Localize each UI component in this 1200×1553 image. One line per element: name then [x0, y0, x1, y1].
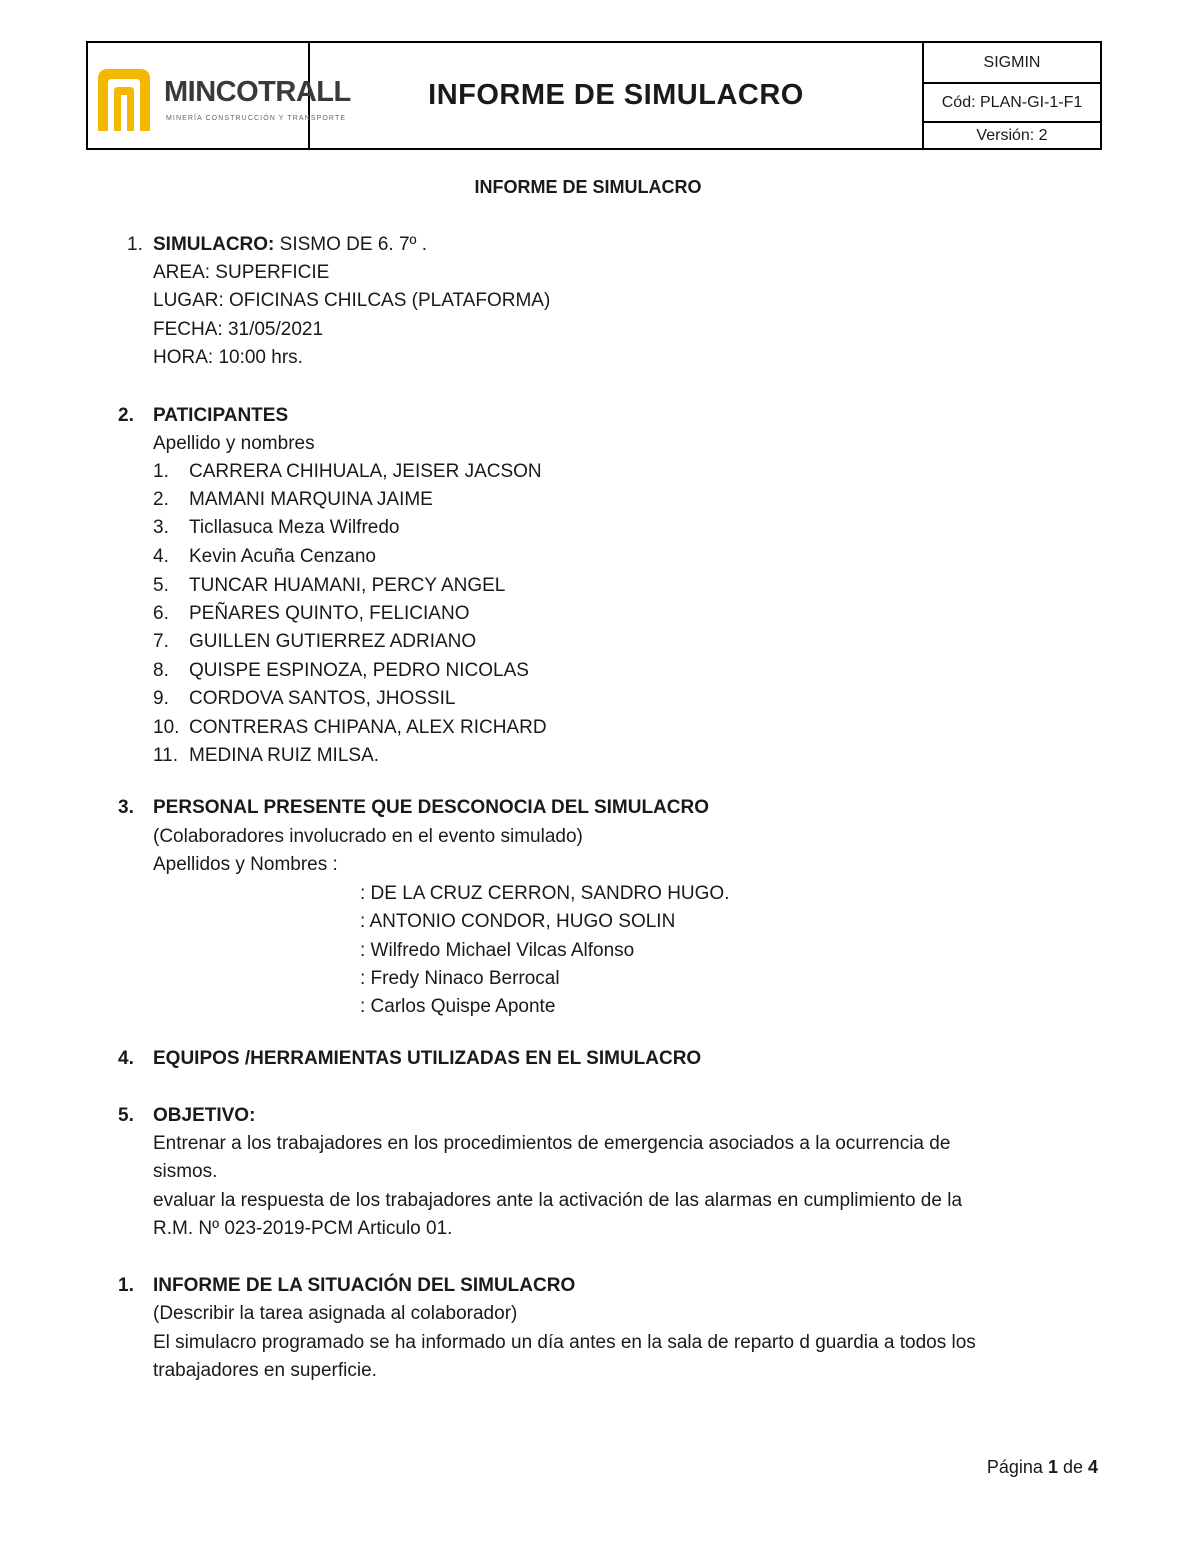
participant-number: 1.	[153, 461, 169, 482]
situation-line: trabajadores en superficie.	[153, 1360, 377, 1381]
participant-number: 10.	[153, 717, 180, 738]
logo-text: MINCOTRALL	[164, 76, 351, 108]
situation-line: El simulacro programado se ha informado un día antes en la sala de reparto d guardia a todos los	[153, 1332, 976, 1353]
page-total: 4	[1087, 1457, 1098, 1477]
section-4-title: EQUIPOS /HERRAMIENTAS UTILIZADAS EN EL SIMULACRO	[153, 1048, 702, 1069]
section-6-note: (Describir la tarea asignada al colaborador)	[153, 1303, 518, 1324]
page-label: Página	[986, 1457, 1048, 1477]
header-meta	[924, 43, 1100, 148]
participant-name: TUNCAR HUAMANI, PERCY ANGEL	[189, 575, 506, 596]
participant-number: 8.	[153, 660, 169, 681]
objective-line: evaluar la respuesta de los trabajadores ante la activación de las alarmas en cumplimiento de la	[153, 1190, 963, 1211]
participant-number: 6.	[153, 603, 169, 624]
participant-name: CONTRERAS CHIPANA, ALEX RICHARD	[189, 717, 547, 738]
section-6-title: INFORME DE LA SITUACIÓN DEL SIMULACRO	[153, 1275, 576, 1296]
section-3-title: PERSONAL PRESENTE QUE DESCONOCIA DEL SIMULACRO	[153, 797, 709, 818]
system-label: SIGMIN	[924, 43, 1100, 84]
present-person: : Wilfredo Michael Vilcas Alfonso	[360, 940, 635, 961]
page-footer	[987, 1457, 1098, 1478]
participant-name: Kevin Acuña Cenzano	[189, 546, 376, 567]
header-title: INFORME DE SIMULACRO	[310, 43, 924, 148]
section-5-number: 5.	[118, 1105, 134, 1126]
page-number: 1	[1047, 1457, 1058, 1477]
document-code: Cód: PLAN-GI-1-F1	[924, 84, 1100, 123]
participant-number: 11.	[153, 745, 179, 766]
logo-cell	[88, 43, 351, 148]
present-person: : DE LA CRUZ CERRON, SANDRO HUGO.	[360, 883, 730, 904]
participant-number: 2.	[153, 489, 169, 510]
area-line: AREA: SUPERFICIE	[153, 262, 330, 283]
hora-line: HORA: 10:00 hrs.	[153, 347, 303, 368]
section-3-number: 3.	[118, 797, 134, 818]
fecha-line: FECHA: 31/05/2021	[153, 319, 324, 340]
section-1-heading	[153, 233, 427, 257]
section-3-note: (Colaboradores involucrado en el evento simulado)	[153, 826, 583, 847]
participant-name: PEÑARES QUINTO, FELICIANO	[189, 603, 470, 624]
document-header	[86, 41, 1102, 150]
section-2-number: 2.	[118, 405, 134, 426]
present-person: : Fredy Ninaco Berrocal	[360, 968, 560, 989]
section-4-number: 4.	[118, 1048, 134, 1069]
participant-name: MAMANI MARQUINA JAIME	[189, 489, 433, 510]
participant-name: Ticllasuca Meza Wilfredo	[189, 517, 400, 538]
section-1-number: 1.	[127, 234, 143, 255]
objective-line: sismos.	[153, 1161, 218, 1182]
participant-name: GUILLEN GUTIERREZ ADRIANO	[189, 631, 477, 652]
section-5-title: OBJETIVO:	[153, 1105, 256, 1126]
participant-number: 7.	[153, 631, 169, 652]
lugar-line: LUGAR: OFICINAS CHILCAS (PLATAFORMA)	[153, 290, 551, 311]
section-1-label: SIMULACRO:	[153, 234, 275, 255]
document-version: Versión: 2	[976, 126, 1048, 144]
page-of-label: de	[1057, 1457, 1088, 1477]
participant-number: 3.	[153, 517, 169, 538]
section-1-value: SISMO DE 6. 7º .	[274, 234, 428, 255]
mincotrall-logo-icon	[96, 67, 152, 133]
section-2-subtitle: Apellido y nombres	[153, 433, 315, 454]
section-6-number: 1.	[118, 1275, 134, 1296]
participant-name: MEDINA RUIZ MILSA.	[189, 745, 380, 766]
participant-number: 4.	[153, 546, 169, 567]
objective-line: R.M. Nº 023-2019-PCM Articulo 01.	[153, 1218, 453, 1239]
participant-name: QUISPE ESPINOZA, PEDRO NICOLAS	[189, 660, 529, 681]
objective-line: Entrenar a los trabajadores en los procedimientos de emergencia asociados a la ocurrencia de	[153, 1133, 951, 1154]
participant-name: CARRERA CHIHUALA, JEISER JACSON	[189, 461, 542, 482]
present-person: : ANTONIO CONDOR, HUGO SOLIN	[360, 911, 676, 932]
logo-tagline: MINERÍA CONSTRUCCIÓN Y TRANSPORTE	[166, 115, 347, 122]
section-3-label: Apellidos y Nombres :	[153, 854, 338, 875]
participant-name: CORDOVA SANTOS, JHOSSIL	[189, 688, 456, 709]
section-2-title: PATICIPANTES	[153, 405, 289, 426]
present-person: : Carlos Quispe Aponte	[360, 996, 556, 1017]
participant-number: 5.	[153, 575, 169, 596]
participant-number: 9.	[153, 688, 169, 709]
document-title: INFORME DE SIMULACRO	[474, 177, 702, 197]
